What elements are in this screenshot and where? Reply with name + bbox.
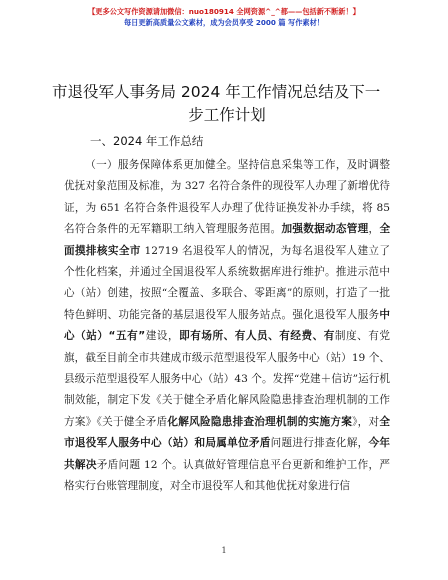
bold-run: 化解风险隐患排查治理机制的实施方案 xyxy=(167,415,353,428)
page-number: 1 xyxy=(221,546,227,555)
bold-run: 全面摸排核实全市 xyxy=(64,223,391,257)
text-run: ， xyxy=(368,223,380,236)
text-run: （一）服务保障体系更加健全。坚持信息采集等工作，及时调整优抚对象范围及标准，为 327 名符合条件的现役军人办理了新增优待证，为 651 名符合条件退役军人办理了优待证换发补办手续，将 85 名符合条件的无军籍职工纳入管理服务范围。 xyxy=(64,159,390,236)
section-heading: 一、2024 年工作总结 xyxy=(90,134,204,148)
text-run: 问题进行排查化解， xyxy=(270,437,369,450)
promo-line-1: 【更多公文写作资源请加微信：nuo180914 全网资源^_^都——包括新不断新！】 xyxy=(88,7,360,16)
promo-line-2: 每日更新高质量公文素材，成为会员享受 2000 篇 写作素材！ xyxy=(123,18,324,27)
bold-run: 中心（站）“五有” xyxy=(64,308,390,343)
title-line-2: 步工作计划 xyxy=(188,106,266,124)
promo-banner xyxy=(0,6,448,28)
text-run: 建设， xyxy=(145,330,180,343)
bold-run: 今年共解决 xyxy=(64,437,391,471)
text-run: 制度、有党旗，截至目前全市共建成市级示范型退役军人服务中心（站）19 个、县级示范型退役军人服务中心（站）43 个。发挥“党建＋信访”运行机制效能，制定下发《关于健全矛盾化解风险隐患排查治理机制的工作方案》《关于健全矛盾 xyxy=(64,330,391,428)
text-run: 12719 名退役军人的情况，为每名退役军人建立了个性化档案，并通过全国退役军人系统数据库进行维护。推进示范中心（站）创建，按照“全覆盖、多联合、零距离”的原则，打造了一批特色鲜明、功能完备的基层退役军人服务站点。强化退役军人服务 xyxy=(64,244,390,321)
text-run: 矛盾问题 12 个。认真做好管理信息平台更新和维护工作，严格实行台账管理制度，对全市退役军人和其他优抚对象进行信 xyxy=(64,458,390,493)
body-paragraph xyxy=(64,155,390,498)
document-title xyxy=(52,81,402,127)
bold-run: 全市退役军人服务中心（站）和局属单位矛盾 xyxy=(64,415,391,450)
title-line-1: 市退役军人事务局 2024 年工作情况总结及下一 xyxy=(52,83,381,101)
bold-run: 加强数据动态管理 xyxy=(281,223,369,236)
bold-run: 即有场所、有人员、有经费、有 xyxy=(179,330,335,343)
text-run: 》，对 xyxy=(352,415,380,428)
